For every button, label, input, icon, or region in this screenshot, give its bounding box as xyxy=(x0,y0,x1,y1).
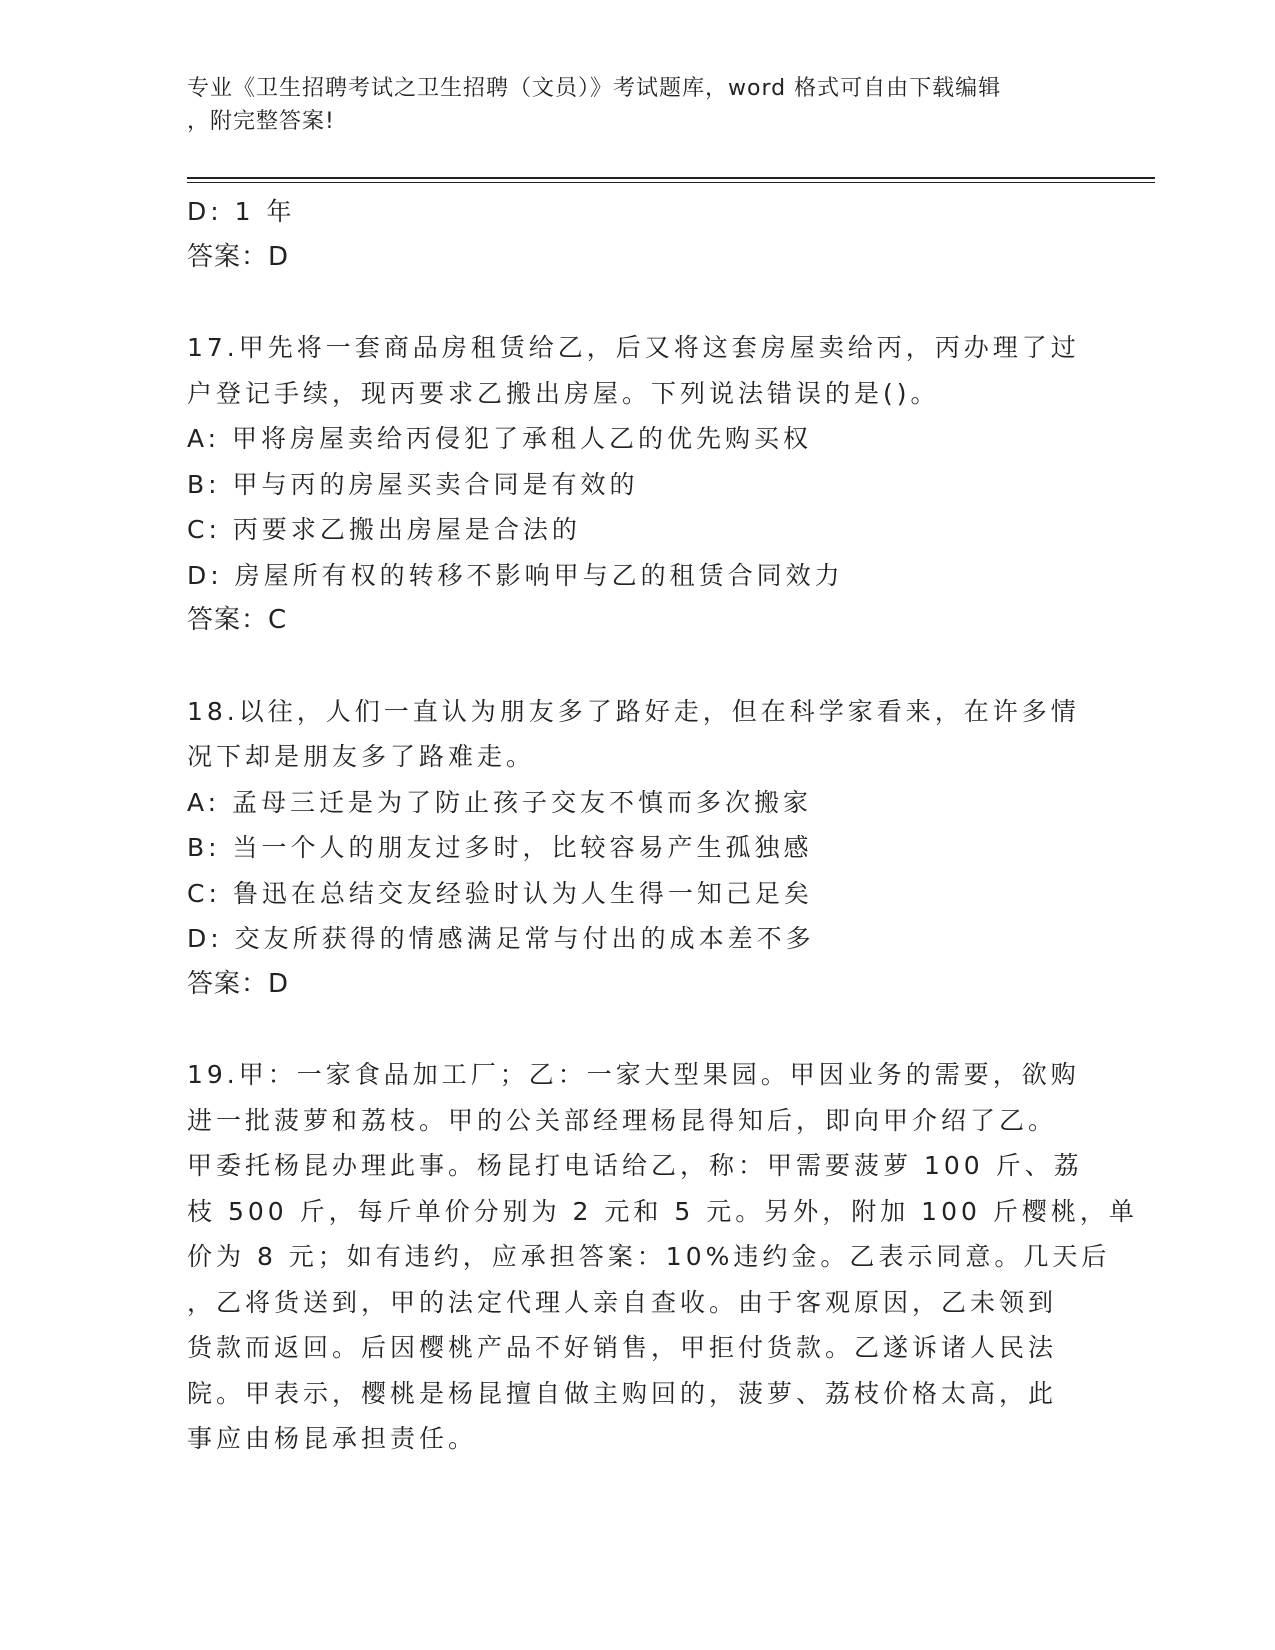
question-stem-line: 货款而返回。后因樱桃产品不好销售，甲拒付货款。乙遂诉诸人民法 xyxy=(187,1333,1058,1362)
question-stem-line: 进一批菠萝和荔枝。甲的公关部经理杨昆得知后，即向甲介绍了乙。 xyxy=(187,1105,1058,1135)
option-c: C: 鲁迅在总结交友经验时认为人生得一知己足矣 xyxy=(187,878,813,908)
question-stem-line: 院。甲表示，樱桃是杨昆擅自做主购回的，菠萝、荔枝价格太高，此 xyxy=(187,1378,1058,1408)
question-16-tail xyxy=(187,189,1067,280)
option-b: B: 甲与丙的房屋买卖合同是有效的 xyxy=(187,469,639,499)
header-line-1: 专业《卫生招聘考试之卫生招聘（文员）》考试题库，word 格式可自由下载编辑 xyxy=(187,76,1002,101)
spacer xyxy=(187,644,1067,689)
question-stem-line: ，乙将货送到，甲的法定代理人亲自查收。由于客观原因，乙未领到 xyxy=(187,1287,1058,1317)
spacer xyxy=(187,280,1067,325)
option-a: A: 孟母三迁是为了防止孩子交友不慎而多次搬家 xyxy=(187,787,813,817)
option-d: D: 交友所获得的情感满足常与付出的成本差不多 xyxy=(187,924,815,953)
header-rule-thin xyxy=(187,182,1155,183)
document-header xyxy=(187,72,1067,138)
option-c: C: 丙要求乙搬出房屋是合法的 xyxy=(187,515,581,544)
answer-line: 答案：D xyxy=(187,241,290,272)
question-19 xyxy=(187,1052,1138,1462)
question-stem-line: 枝 500 斤，每斤单价分别为 2 元和 5 元。另外，附加 100 斤樱桃，单 xyxy=(187,1196,1138,1226)
option-d: D: 房屋所有权的转移不影响甲与乙的租赁合同效力 xyxy=(187,560,844,590)
question-17 xyxy=(187,325,1080,644)
answer-line: 答案：C xyxy=(187,605,288,635)
option-b: B: 当一个人的朋友过多时，比较容易产生孤独感 xyxy=(187,833,813,862)
document-body xyxy=(187,189,1138,1462)
option-a: A: 甲将房屋卖给丙侵犯了承租人乙的优先购买权 xyxy=(187,424,813,453)
header-line-2: ，附完整答案! xyxy=(187,109,335,134)
question-18 xyxy=(187,689,1080,1008)
header-rule-thick xyxy=(187,177,1155,179)
question-stem-line: 况下却是朋友多了路难走。 xyxy=(187,742,536,771)
question-stem-line: 价为 8 元；如有违约，应承担答案：10%违约金。乙表示同意。几天后 xyxy=(187,1242,1111,1271)
question-stem-line: 19.甲：一家食品加工厂；乙：一家大型果园。甲因业务的需要，欲购 xyxy=(187,1060,1080,1089)
spacer xyxy=(187,1007,1067,1052)
question-stem-line: 18.以往，人们一直认为朋友多了路好走，但在科学家看来，在许多情 xyxy=(187,696,1080,726)
question-stem-line: 17.甲先将一套商品房租赁给乙，后又将这套房屋卖给丙，丙办理了过 xyxy=(187,333,1080,362)
question-stem-line: 户登记手续，现丙要求乙搬出房屋。下列说法错误的是()。 xyxy=(187,378,940,408)
question-stem-line: 甲委托杨昆办理此事。杨昆打电话给乙，称：甲需要菠萝 100 斤、荔 xyxy=(187,1151,1083,1180)
answer-line: 答案：D xyxy=(187,968,290,999)
option-d: D: 1 年 xyxy=(187,197,296,226)
question-stem-line: 事应由杨昆承担责任。 xyxy=(187,1424,478,1453)
